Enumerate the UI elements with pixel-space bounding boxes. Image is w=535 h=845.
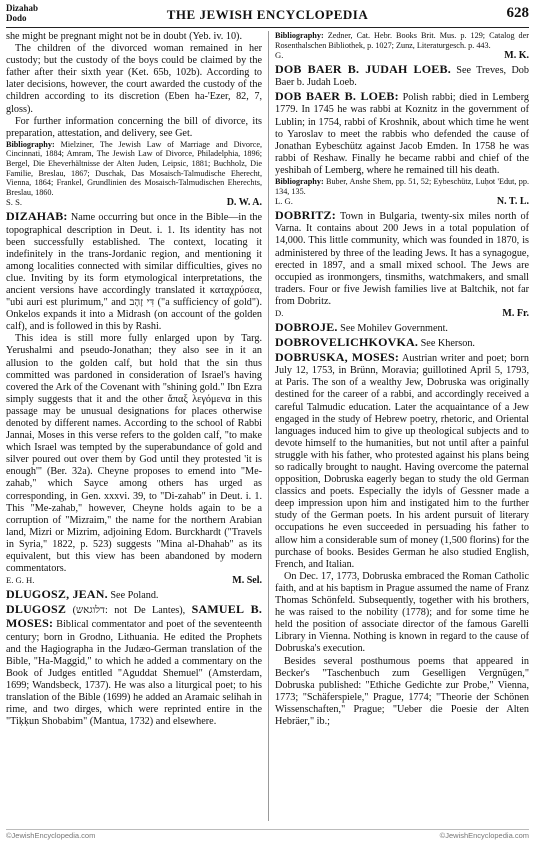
cross-reference[interactable]: See Treves, Dob Baer b. Judah Loeb. [275, 65, 529, 89]
bibliography [275, 177, 529, 196]
bibliography-label: Bibliography: [275, 31, 324, 40]
paragraph: she might be pregnant might not be in doubt (Yeb. iv. 10). [6, 31, 242, 42]
entry-dobrovelichkovka [275, 336, 529, 350]
page-title: THE JEWISH ENCYCLOPEDIA [166, 7, 369, 22]
signature-left: S. S. [6, 197, 23, 208]
signature [275, 196, 529, 207]
entry-body: Town in Bulgaria, twenty-six miles north of Varna. It contains about 200 Jews in a total population of 14,000. This little community, which was founded in 1870, is administered by three of the leading Jews. It has a synagogue, erected in 1897, and a small mixed school. The Jews are occupied as ironmongers, tinsmiths, watchmakers, and small traders. Four or five Jewish families live at Baltchik, not far from Dobritz. [275, 211, 529, 307]
right-column [275, 31, 529, 728]
paragraph: This idea is still more fully enlarged upon by Targ. Yerushalmi and pseudo-Jonathan; they also see in it an allusion to the golden calf, but hold that the sin thus committed was pardoned in consideration of Israel's having covered the Ark of the Covenant with "shining gold." Ibn Ezra simply suggests that it and the other ἅπαξ λεγόμενα in this passage may be unusual designations for places otherwise denoted by different names. According to the school of Rabbi Jannai, Moses in this verse refers to the golden calf, "to make which Israel was tempted by the superabundance of gold and silver poured out over them by God until they protested 'it is enough'" (Ber. 32a). Cheyne proposes to emend into "Me-zahab," which Sayce among others has urged as corresponding, in Gen. xxxvi. 39, to "Di-zahab" in Deut. i. 1. This "Me-zahab," however, Cheyne holds again to be a corruption of "Mizraim," the name for the northern Arabian land, Mizri or Mizrim, adjoining Edom. Burckhardt ("Travels in Syria," 1822, p. 523) suggests "Mina al-Dhahab" as its equivalent, but this view has been abandoned by modern commentators. [6, 333, 262, 575]
bibliography-label: Bibliography: [6, 139, 55, 149]
entry-body: Polish rabbi; died in Lemberg 1779. In 1745 he was rabbi at Koznitz in the government of Lublin; in 1754, rabbi of Kroshnik, about which time he went to Yaroslav to meet the rabbis who defended the cause of Jonathan Eybeschütz against Jacob Emden. In 1758 he was rabbi of Reshaw. Finally he became rabbi and chief of the yeshibah of Lemberg, where he remained till his death. [275, 92, 529, 176]
bibliography-text: Zedner, Cat. Hebr. Books Brit. Mus. p. 129; Catalog der Rosenthalschen Bibliothek, p. 1027; Zunz, Literaturgesch. p. 443. [275, 31, 530, 50]
entry-title: DOB BAER B. JUDAH LOEB. [275, 62, 451, 77]
paragraph: Besides several posthumous poems that appeared in Becker's "Taschenbuch zum Geselligen Vergnügen," Dobruska published: "Ethiche Gedichte zur Probe," Vienna, 1773; "Schäferspiele," Prague, 1774; "Theorie der Schönen Wissenschaften," Prague; "Ueber die Poesie der Alten Hebräer," ib.; [275, 655, 529, 727]
signature [275, 50, 529, 61]
paragraph: On Dec. 17, 1773, Dobruska embraced the Roman Catholic faith, and at his baptism in Prague assumed the name of Franz Thomas Schönfeld. Subsequently, together with his brothers, he was raised to the nobility (1778); and for some time he held the position of associate director of the famous Garelli Library in Vienna. Nothing is known in regard to the cause of Dobruska's execution. [275, 570, 529, 655]
entry-dob-baer-loeb [275, 90, 529, 177]
page-header [6, 3, 529, 28]
bibliography [6, 140, 262, 198]
cross-reference[interactable]: See Kherson. [420, 338, 475, 350]
entry-dobruska [275, 351, 529, 571]
signature [6, 575, 262, 586]
signature-right: M. Sel. [232, 575, 262, 587]
entry-dlugosz-jean [6, 588, 262, 602]
signature-left: D. [275, 307, 284, 318]
entry-title-continued: SAMUEL B. MOSES: [6, 602, 263, 631]
running-head-last: Dodo [6, 13, 27, 23]
paragraph: For further information concerning the bill of divorce, its preparation, attestation, and delivery, see Get. [6, 115, 262, 139]
bibliography-text: Buber, Anshe Shem, pp. 51, 52; Eybeschütz, Luḥot 'Edut, pp. 134, 135. [275, 177, 530, 196]
hebrew-name: (דלוגאש [72, 605, 105, 617]
signature-right: N. T. L. [496, 196, 529, 208]
entry-dlugosz-samuel [6, 603, 262, 728]
signature-right: M. Fr. [502, 307, 529, 319]
cross-reference[interactable]: See Mohilev Government. [340, 322, 448, 334]
entry-dizahab [6, 210, 262, 333]
cross-reference[interactable]: See Poland. [110, 590, 159, 602]
entry-body: Name occurring but once in the Bible—in the topographical description in Deut. i. 1. Its identity has not been successfully established. The context, locating it indefinitely in the trans-Jordanic region, and mentioning it among localities connected with similar difficulties, gives no clue. Inviting by its form etymological interpretations, the ancient versions have accordingly translated it καταχρύσεα, "ubi auri est plurimum," and דִּי זָהָב ("a sufficiency of gold"). Onkelos expands it into a Midrash (on account of the golden calf), and is followed in this by Rashi. [6, 212, 263, 333]
entry-dobritz [275, 209, 529, 308]
signature-right: D. W. A. [226, 197, 262, 209]
entry-dob-baer-judah [275, 63, 529, 89]
copyright-text: ©JewishEncyclopedia.com [6, 831, 96, 840]
signature [275, 308, 529, 319]
bibliography-text: Mielziner, The Jewish Law of Marriage and Divorce, Cincinnati, 1884; Amram, The Jewish Law of Divorce, Philadelphia, 1896; Bergel, Die Eheverhältnisse der Alten Juden, Leipsic, 1881; Buchholz, Die Familie, Breslau, 1867; Duschak, Das Mosaisch-Talmudische Eherecht, Vienna, 1864; Frankel, Grundlinien des Mosaisch-Talmudischen Eherechts, Breslau, 1860. [6, 139, 263, 197]
entry-title: DLUGOSZ, JEAN. [6, 587, 108, 602]
signature-right: M. K. [504, 50, 529, 62]
signature-left: E. G. H. [6, 575, 35, 586]
running-head-first: Dizahab [6, 3, 39, 13]
bibliography [275, 31, 529, 50]
entry-title: DOBROJE. [275, 319, 338, 334]
entry-title: DIZAHAB: [6, 209, 68, 224]
entry-body: Biblical commentator and poet of the seventeenth century; born in Grodno, Lithuania. He edited the Prophets and the Hagiographa in the Judæo-German translation of the Bible, "Ha-Maggid," to which he added a commentary on the Book of Judges entitled "Aguddat Shemuel" (Amsterdam, 1699; Wandsbeck, 1737). He was also a liturgical poet; to his translation of the Bible (1699) he added an Aramaic selihah in rime, and two dirges, which were reprinted entire in the "Tiḳḳun Shobabim" (Mantua, 1732) and elsewhere. [6, 619, 262, 728]
copyright-text-right: ©JewishEncyclopedia.com [439, 831, 529, 840]
entry-doboje [275, 321, 529, 335]
column-divider [268, 31, 269, 821]
entry-title: DOBRITZ: [275, 208, 336, 223]
signature [6, 197, 262, 208]
left-column [6, 31, 262, 728]
entry-note: : not De Lantes), [104, 605, 186, 617]
entry-title: DOBRUSKA, MOSES: [275, 350, 400, 365]
bibliography-label: Bibliography: [275, 177, 324, 187]
page-footer [6, 829, 529, 842]
signature-left: L. G. [275, 196, 293, 207]
entry-body: Austrian writer and poet; born July 12, 1753, in Brünn, Moravia; guillotined April 5, 1793, at Paris. The son of a wealthy Jew, Dobruska was originally destined for the career of a rabbi, and accordingly received a careful Talmudic education. Later the acquaintance of a Jew engaged in the study of Hebrew poetry, rhetoric, and Oriental languages induced him to give up theological subjects and to devote himself to the humanities, but not until after a painful struggle with his father, who protested against his plans being so radically brought to naught. Having overcome the paternal opposition, Dobruska eagerly began to study the old German classics and poets. Especially the idyls of Gessner made a deep impression upon him and instigated him to the further study of the German poets. In his ardent pursuit of literary occupations he even succeeded in persuading his father to allow him a considerable sum of money (1,500 florins) for the purchase of books. Besides German he also studied English, French, and Italian. [275, 353, 529, 570]
page-number: 628 [506, 5, 529, 21]
entry-title: DOB BAER B. LOEB: [275, 89, 399, 104]
entry-title: DOBROVELICHKOVKA. [275, 335, 419, 350]
paragraph: The children of the divorced woman remained in her custody; but the custody of the boys could be claimed by the father after their sixth year (Ket. 65b, 102b). According to later decisions, however, the court awarded the custody of the children according to its discretion (Eben ha-'Ezer, 82, 7, gloss). [6, 43, 262, 115]
entry-title: DLUGOSZ [6, 602, 67, 617]
signature-left: G. [275, 50, 284, 61]
